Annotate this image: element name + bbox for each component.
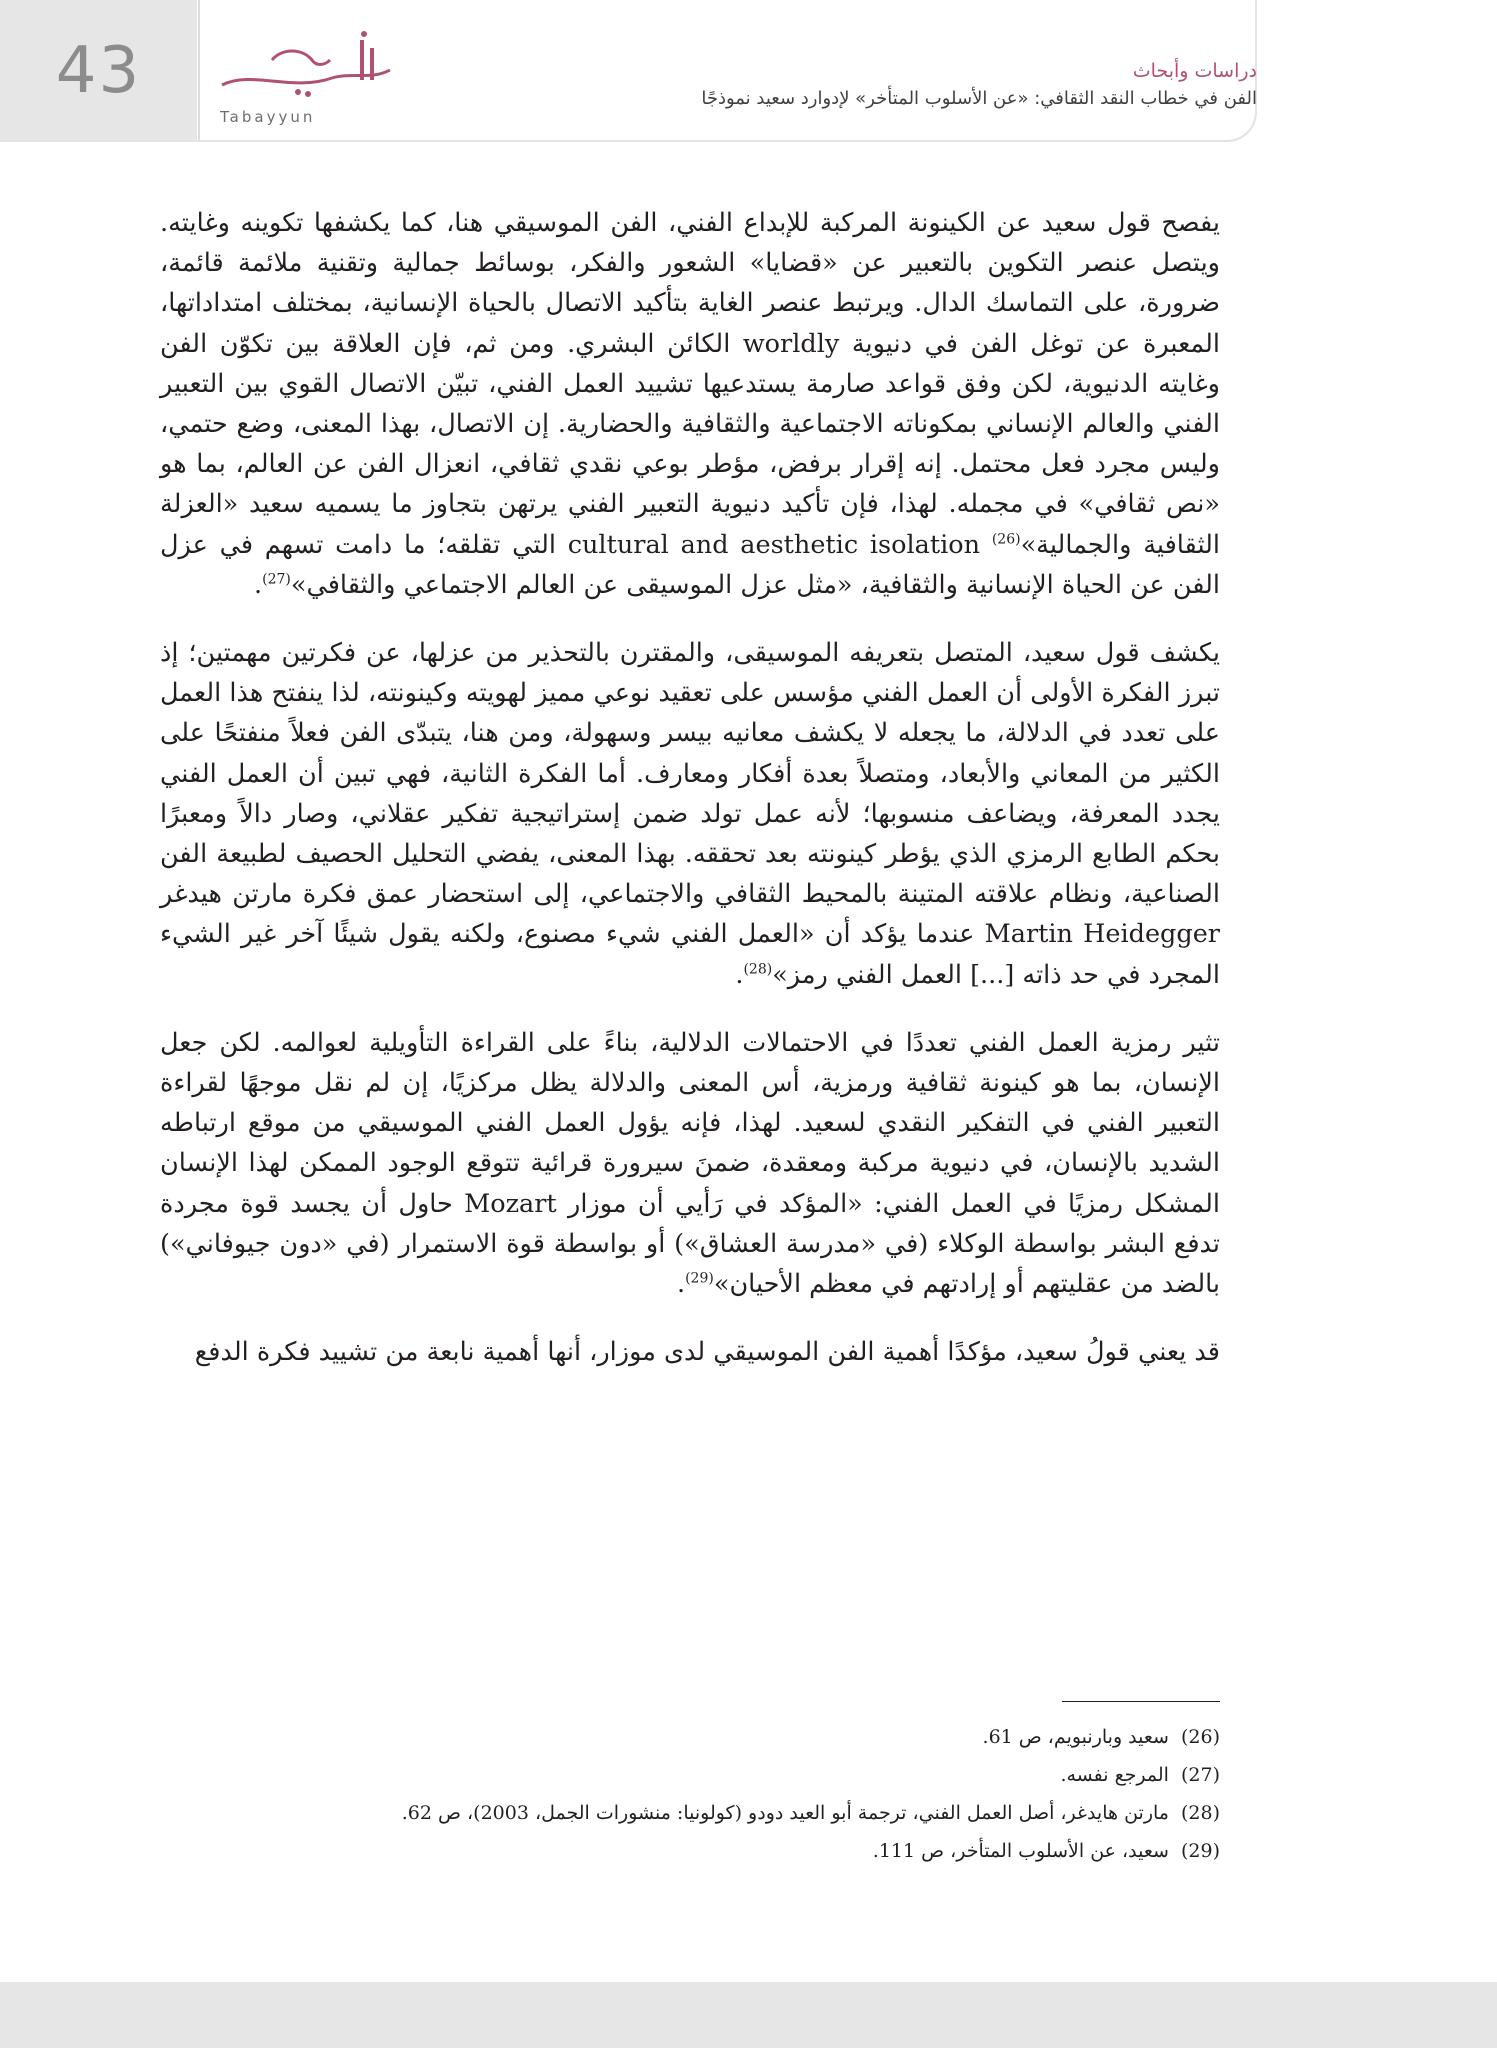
footnote-ref-29[interactable]: (29)	[685, 1270, 714, 1287]
footnote-text: سعيد وبارنبويم، ص 61.	[982, 1726, 1169, 1748]
page-footer-band	[0, 1982, 1497, 2048]
footnote-text: مارتن هايدغر، أصل العمل الفني، ترجمة أبو العيد دودو (كولونيا: منشورات الجمل، 2003)، ص 62.	[401, 1802, 1169, 1824]
tabayyun-logo	[212, 30, 397, 130]
footnote-number: (26)	[1180, 1726, 1220, 1748]
tabayyun-logo-mark	[212, 30, 397, 110]
paragraph-3	[160, 1023, 1220, 1304]
paragraph-text: قد يعني قولُ سعيد، مؤكدًا أهمية الفن الموسيقي لدى موزار، أنها أهمية نابعة من تشييد فكرة الدفع	[194, 1337, 1220, 1368]
footnote-number: (29)	[1180, 1840, 1220, 1862]
footnote-text: سعيد، عن الأسلوب المتأخر، ص 111.	[872, 1840, 1169, 1862]
paragraph-text: يفصح قول سعيد عن الكينونة المركبة للإبداع الفني، الفن الموسيقي هنا، كما يكشفها تكوينه وغايته. ويتصل عنصر التكوين بالتعبير عن «قضايا» الشعور والفكر، بوسائط جمالية وتقنية ملائمة قائمة، ضرورة، على التماسك الدال. ويرتبط عنصر الغاية بتأكيد الاتصال بالحياة الإنسانية، بمختلف امتداداتها، المعبرة عن توغل الفن في دنيوية worldly الكائن البشري. ومن ثم، فإن العلاقة بين تكوّن الفن وغايته الدنيوية، لكن وفق قواعد صارمة يستدعيها تشييد العمل الفني، تبيّن الاتصال القوي بين التعبير الفني والعالم الإنساني بمكوناته الاجتماعية والثقافية والحضارية. إن الاتصال، بهذا المعنى، وضع حتمي، وليس مجرد فعل محتمل. إنه إقرار برفض، مؤطر بوعي نقدي ثقافي، انعزال الفن عن العالم، بما هو «نص ثقافي» في مجمله. لهذا، فإن تأكيد دنيوية التعبير الفني يرتهن بتجاوز ما يسميه سعيد «العزلة الثقافية والجمالية»	[160, 208, 1221, 560]
footnote-28	[160, 1794, 1220, 1832]
logo-latin-text: Tabayyun	[220, 108, 316, 126]
page-number-box	[0, 0, 197, 140]
paragraph-4	[160, 1332, 1220, 1372]
paragraph-text: .	[676, 1269, 686, 1300]
paragraph-2	[160, 633, 1220, 995]
paragraph-text: تثير رمزية العمل الفني تعددًا في الاحتمالات الدلالية، بناءً على القراءة التأويلية لعوالمه. لكن جعل الإنسان، بما هو كينونة ثقافية ورمزية، أس المعنى والدلالة يظل مركزيًا، إن لم نقل موجهًا لقراءة التعبير الفني في التفكير النقدي لسعيد. لهذا، فإنه يؤول العمل الفني الموسيقي من موقع ارتباطه الشديد بالإنسان، في دنيوية مركبة ومعقدة، ضمنَ سيرورة قرائية تتوقع الوجود الممكن لهذا الإنسان المشكل رمزيًا في العمل الفني: «المؤكد في رَأيي أن موزار Mozart حاول أن يجسد قوة مجردة تدفع البشر بواسطة الوكلاء (في «مدرسة العشاق») أو بواسطة قوة الاستمرار (في «دون جيوفاني») بالضد من عقليتهم أو إرادتهم في معظم الأحيان»	[160, 1027, 1220, 1300]
header-divider	[198, 0, 200, 140]
footnote-text: المرجع نفسه.	[1060, 1764, 1169, 1786]
paragraph-text: .	[254, 569, 263, 600]
footnote-ref-28[interactable]: (28)	[743, 961, 773, 978]
footnote-number: (28)	[1180, 1802, 1220, 1824]
paragraph-1	[160, 203, 1220, 605]
page-number: 43	[55, 34, 142, 108]
footnote-number: (27)	[1180, 1764, 1220, 1786]
running-article-title: الفن في خطاب النقد الثقافي: «عن الأسلوب المتأخر» لإدوارد سعيد نموذجًا	[701, 88, 1257, 109]
footnote-27	[160, 1756, 1220, 1794]
paragraph-text: .	[735, 959, 744, 990]
footnotes	[160, 1718, 1220, 1870]
paragraph-text: يكشف قول سعيد، المتصل بتعريفه الموسيقى، والمقترن بالتحذير من عزلها، عن فكرتين مهمتين؛ إذ تبرز الفكرة الأولى أن العمل الفني مؤسس على تعقيد نوعي مميز لهويته وكينونته، لذا ينفتح هذا العمل على تعدد في الدلالة، ما يجعله لا يكشف معانيه بيسر وسهولة، ومن هنا، يتبدّى الفن فعلاً منفتحًا على الكثير من المعاني والأبعاد، ومتصلاً بعدة أفكار ومعارف. أما الفكرة الثانية، فهي تبين أن العمل الفني يجدد المعرفة، ويضاعف منسوبها؛ لأنه عمل تولد ضمن إستراتيجية تفكير عقلاني، وصار دالاً ومعبرًا بحكم الطابع الرمزي الذي يؤطر كينونته بعد تحققه. بهذا المعنى، يفضي التحليل الحصيف لطبيعة الفن الصناعية، ونظام علاقته المتينة بالمحيط الثقافي والاجتماعي، إلى استحضار عمق فكرة مارتن هيدغر Martin Heidegger عندما يؤكد أن «العمل الفني شيء مصنوع، ولكنه يقول شيئًا آخر غير الشيء المجرد في حد ذاته [...] العمل الفني رمز»	[160, 638, 1220, 990]
footnote-29	[160, 1832, 1220, 1870]
footnote-ref-26[interactable]: (26)	[991, 531, 1021, 548]
paragraph-text: cultural and aesthetic isolation التي تقلقه؛ ما دامت تسهم في عزل الفن عن الحياة الإنسانية والثقافية، «مثل عزل الموسيقى عن العالم الاجتماعي والثقافي»	[160, 529, 1220, 600]
body-text	[160, 203, 1220, 1372]
footnote-26	[160, 1718, 1220, 1756]
footnote-ref-27[interactable]: (27)	[262, 571, 291, 588]
footnote-separator	[1062, 1701, 1220, 1702]
section-title: دراسات وأبحاث	[1132, 60, 1257, 82]
